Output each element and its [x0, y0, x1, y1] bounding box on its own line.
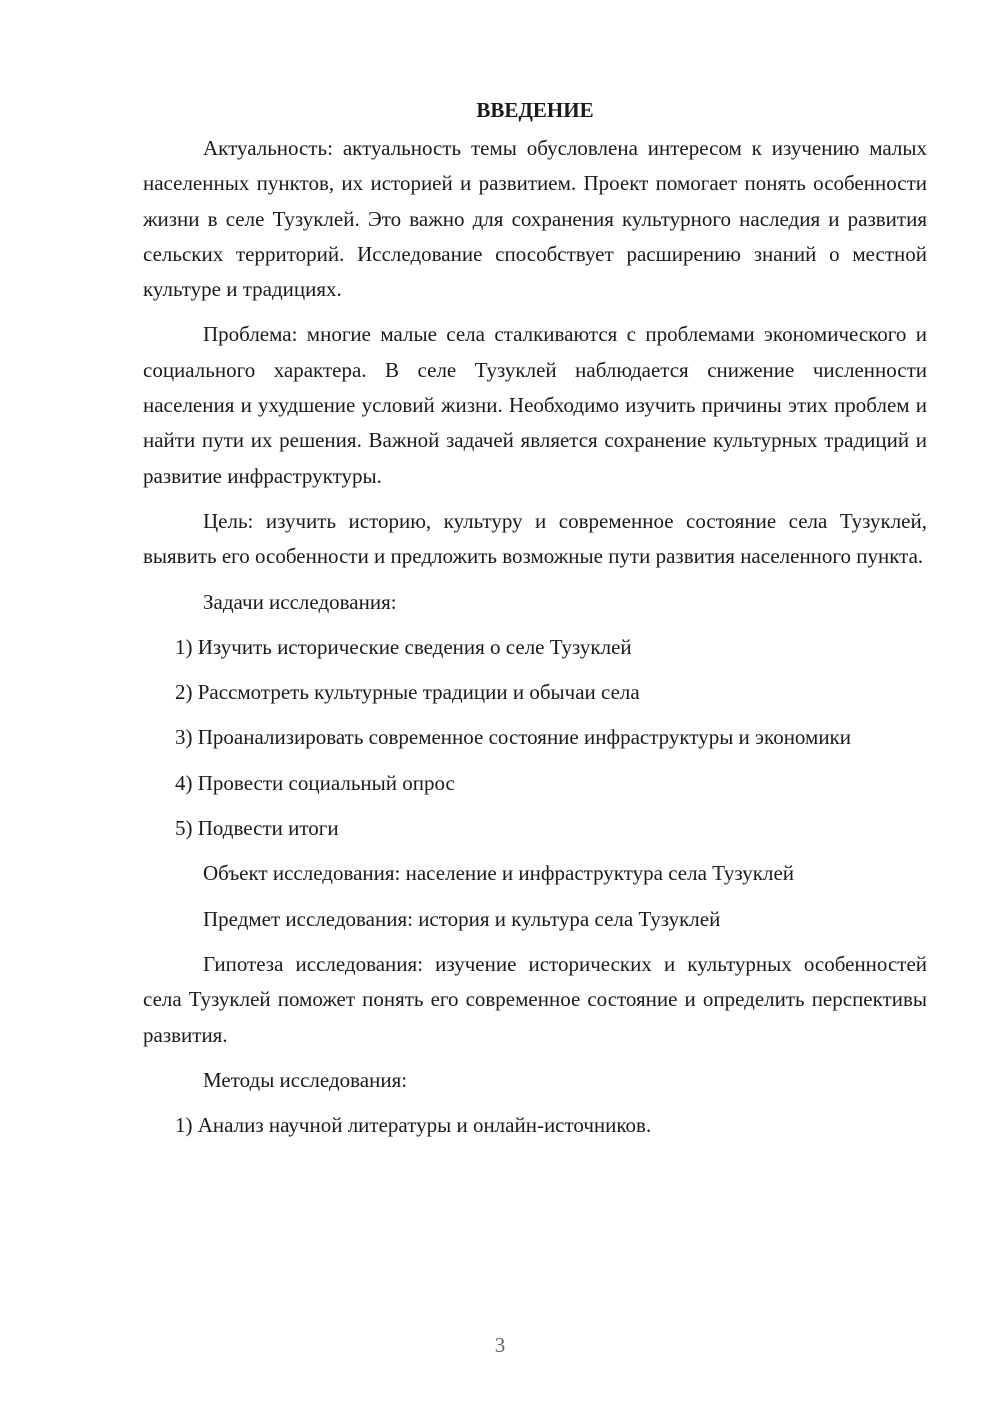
paragraph-subject: Предмет исследования: история и культура села Тузуклей: [203, 906, 721, 931]
page-number: 3: [494, 1333, 506, 1357]
task-item-5: 5) Подвести итоги: [175, 816, 339, 841]
paragraph-relevance: Актуальность: актуальность темы обусловлена интересом к изучению малых населенных пунктов, их историей и развитием. Проект помогает понять особенности жизни в селе Тузуклей. Это важно для сохранения культурного наследия и развития сельских территорий. Исследование способствует расширению знаний о местной культуре и традициях.: [143, 136, 927, 302]
tasks-heading: Задачи исследования:: [203, 589, 397, 614]
page-title: ВВЕДЕНИЕ: [476, 98, 594, 122]
task-item-3: 3) Проанализировать современное состояние инфраструктуры и экономики: [175, 725, 851, 750]
paragraph-object: Объект исследования: население и инфраструктура села Тузуклей: [203, 861, 795, 886]
methods-heading: Методы исследования:: [203, 1067, 408, 1092]
task-item-4: 4) Провести социальный опрос: [175, 770, 455, 795]
document-page: [143, 93, 927, 1153]
method-item-1: 1) Анализ научной литературы и онлайн-источников.: [175, 1113, 652, 1138]
task-item-1: 1) Изучить исторические сведения о селе Тузуклей: [175, 634, 632, 659]
task-item-2: 2) Рассмотреть культурные традиции и обычаи села: [175, 680, 640, 705]
paragraph-hypothesis: Гипотеза исследования: изучение исторических и культурных особенностей села Тузуклей поможет понять его современное состояние и определить перспективы развития.: [143, 951, 927, 1047]
paragraph-problem: Проблема: многие малые села сталкиваются с проблемами экономического и социального характера. В селе Тузуклей наблюдается снижение численности населения и ухудшение условий жизни. Необходимо изучить причины этих проблем и найти пути их решения. Важной задачей является сохранение культурных традиций и развитие инфраструктуры.: [143, 322, 927, 488]
paragraph-goal: Цель: изучить историю, культуру и современное состояние села Тузуклей, выявить его особенности и предложить возможные пути развития населенного пункта.: [143, 508, 927, 569]
